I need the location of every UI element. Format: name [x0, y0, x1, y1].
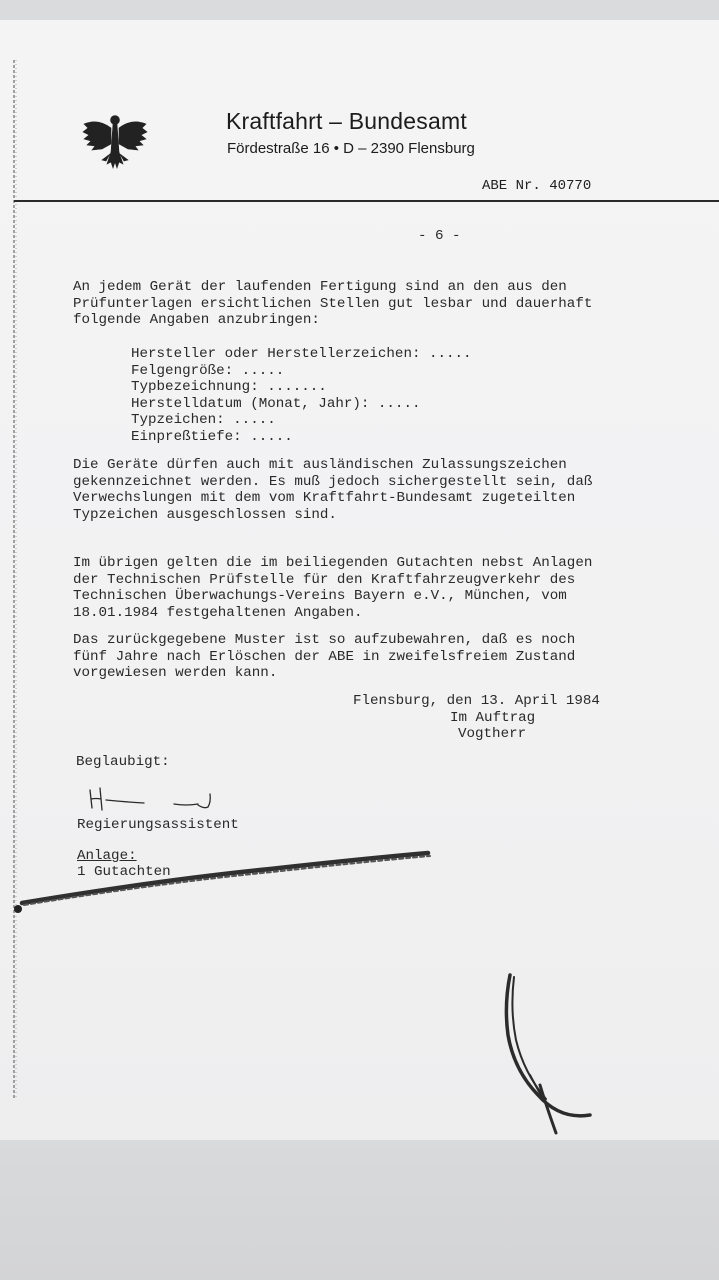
on-behalf: Im Auftrag — [450, 710, 536, 726]
page-number: - 6 - — [418, 228, 461, 244]
enclosure-label: Anlage: — [77, 848, 137, 864]
sample-paragraph — [73, 632, 575, 682]
enclosure-item: 1 Gutachten — [77, 864, 171, 880]
paragraph-line: Technischen Überwachungs-Vereins Bayern e.V., München, vom — [73, 588, 567, 604]
agency-address: Fördestraße 16 • D – 2390 Flensburg — [227, 140, 475, 157]
list-item: Typbezeichnung: ....... — [131, 379, 327, 395]
agency-name: Kraftfahrt – Bundesamt — [226, 108, 467, 134]
paragraph-line: Das zurückgegebene Muster ist so aufzubewahren, daß es noch — [73, 632, 576, 648]
intro-paragraph — [73, 279, 592, 329]
place-date: Flensburg, den 13. April 1984 — [353, 693, 600, 709]
paragraph-line: folgende Angaben anzubringen: — [73, 312, 320, 328]
foreign-marks-paragraph — [73, 457, 592, 523]
paragraph-line: Verwechslungen mit dem vom Kraftfahrt-Bundesamt zugeteilten — [73, 490, 576, 506]
list-item: Hersteller oder Herstellerzeichen: ..... — [131, 346, 472, 362]
list-item: Einpreßtiefe: ..... — [131, 428, 293, 445]
paragraph-line: gekennzeichnet werden. Es muß jedoch sichergestellt sein, daß — [73, 473, 593, 490]
federal-eagle-emblem — [80, 108, 150, 178]
paragraph-line: Im übrigen gelten die im beiliegenden Gutachten nebst Anlagen — [73, 555, 593, 571]
list-item: Typzeichen: ..... — [131, 412, 276, 428]
list-item: Herstelldatum (Monat, Jahr): ..... — [131, 395, 421, 412]
pen-strike-line — [10, 845, 440, 915]
paragraph-line: An jedem Gerät der laufenden Fertigung sind an den aus den — [73, 279, 567, 295]
paragraph-line: fünf Jahre nach Erlöschen der ABE in zweifelsfreiem Zustand — [73, 648, 576, 665]
table-surface — [0, 1132, 719, 1280]
paragraph-line: der Technischen Prüfstelle für den Kraftfahrzeugverkehr des — [73, 571, 576, 588]
certification-label: Beglaubigt: — [76, 754, 170, 770]
header-rule — [14, 200, 719, 202]
list-item: Felgengröße: ..... — [131, 362, 285, 379]
handwritten-signature — [86, 786, 226, 816]
abe-reference: ABE Nr. 40770 — [482, 178, 592, 194]
paragraph-line: vorgewiesen werden kann. — [73, 665, 278, 681]
paragraph-line: Die Geräte dürfen auch mit ausländischen Zulassungszeichen — [73, 457, 567, 473]
punched-edge — [10, 60, 18, 1100]
markings-list — [131, 346, 472, 445]
official-title: Regierungsassistent — [77, 817, 239, 833]
signatory-name: Vogtherr — [458, 726, 527, 742]
pen-scribble-mark — [490, 965, 610, 1145]
paragraph-line: Typzeichen ausgeschlossen sind. — [73, 506, 337, 523]
paragraph-line: Prüfunterlagen ersichtlichen Stellen gut lesbar und dauerhaft — [73, 295, 593, 312]
paragraph-line: 18.01.1984 festgehaltenen Angaben. — [73, 604, 363, 621]
report-paragraph — [73, 555, 592, 621]
